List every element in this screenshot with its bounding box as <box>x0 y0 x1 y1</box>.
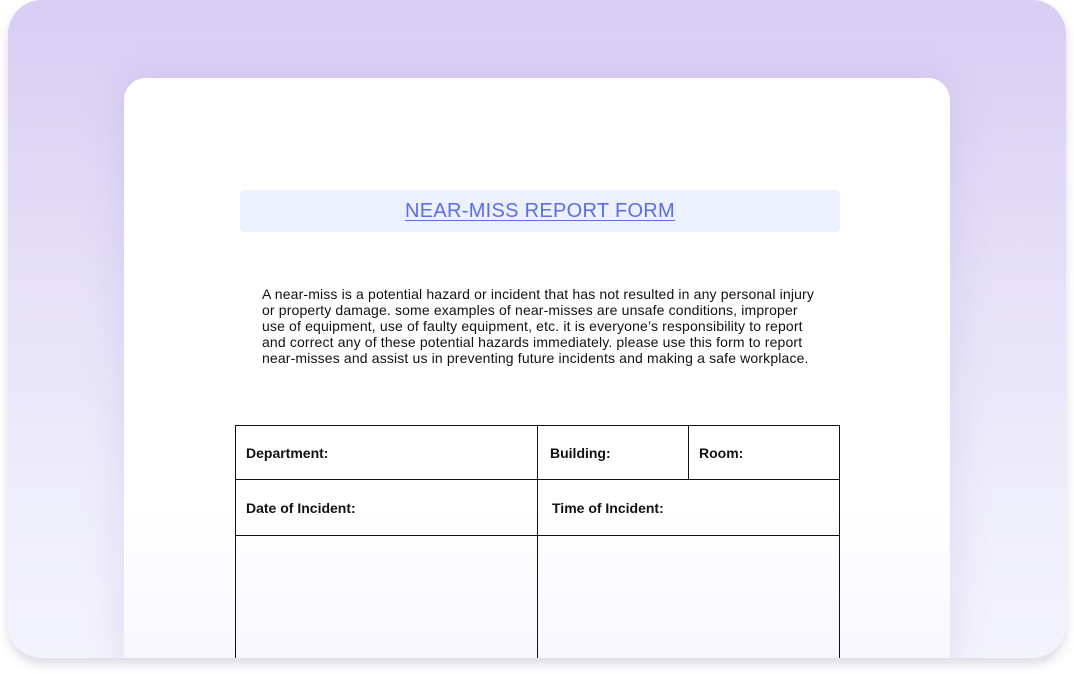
form-title-banner <box>240 190 840 232</box>
blank-field-right[interactable] <box>538 535 840 658</box>
date-of-incident-label: Date of Incident: <box>246 499 356 516</box>
time-of-incident-field[interactable] <box>538 480 840 535</box>
room-label: Room: <box>699 444 744 461</box>
date-of-incident-field[interactable] <box>236 480 538 535</box>
table-row <box>236 480 840 535</box>
preview-frame <box>8 0 1066 658</box>
form-intro-text: A near-miss is a potential hazard or incident that has not resulted in any personal injury or property damage. some examples of near-misses are unsafe conditions, improper use of equipment, use of faulty equipment, etc. it is everyone’s responsibility to report and correct any of these potential hazards immediately. please use this form to report near-misses and assist us in preventing future incidents and making a safe workplace. <box>262 286 815 366</box>
form-fields-table <box>235 425 840 658</box>
department-label: Department: <box>246 444 329 461</box>
building-field[interactable] <box>538 426 689 480</box>
building-label: Building: <box>550 444 611 461</box>
room-field[interactable] <box>689 426 840 480</box>
table-row <box>236 426 840 480</box>
table-row <box>236 535 840 658</box>
document-page <box>124 78 950 658</box>
time-of-incident-label: Time of Incident: <box>552 499 664 516</box>
blank-field-left[interactable] <box>236 535 538 658</box>
department-field[interactable] <box>236 426 538 480</box>
form-title: NEAR-MISS REPORT FORM <box>404 199 676 222</box>
